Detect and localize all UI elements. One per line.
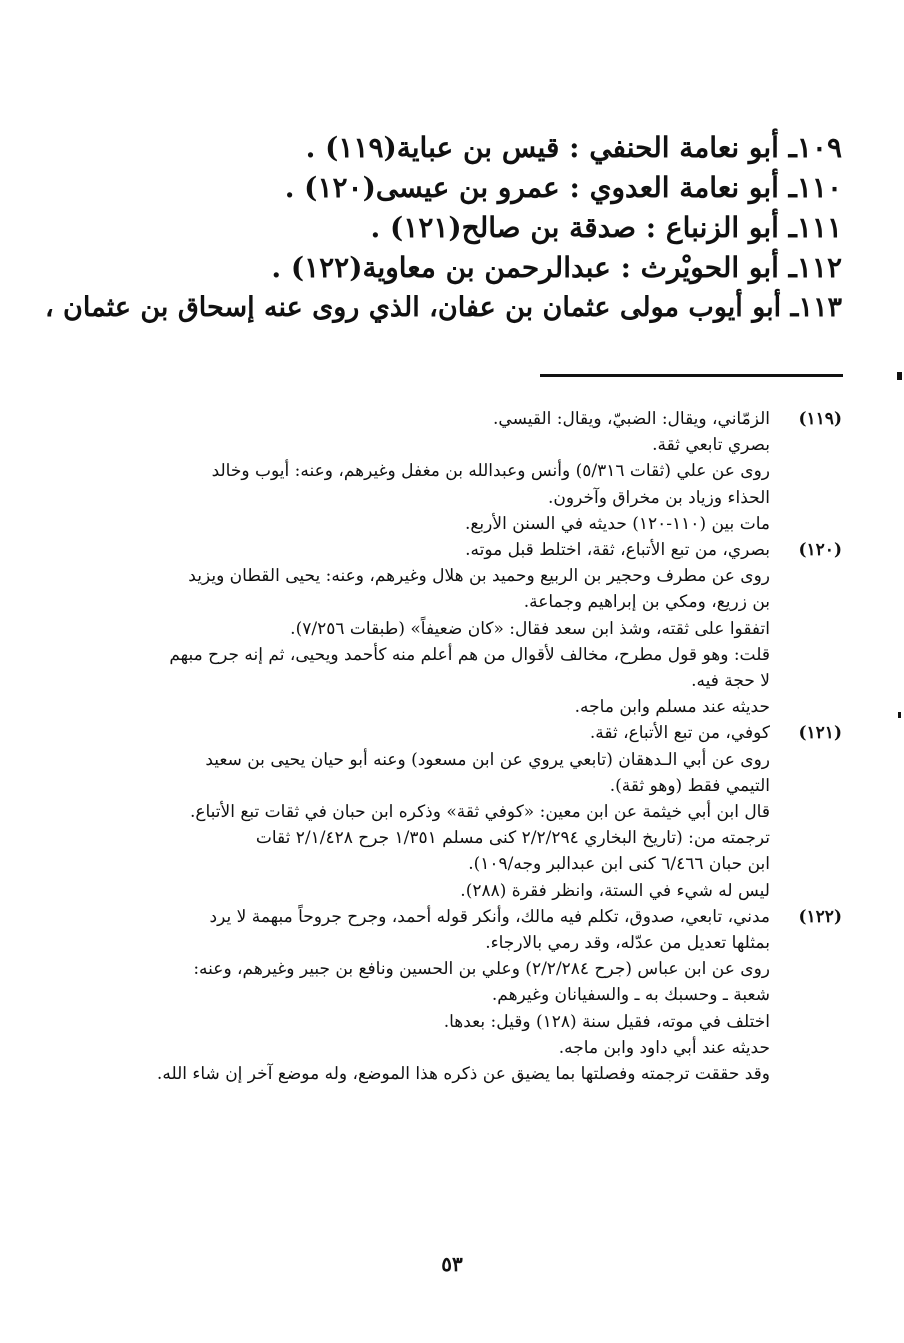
entry-113: ١١٣ـ أبو أيوب مولى عثمان بن عفان، الذي روى عنه إسحاق بن عثمان ، — [44, 292, 842, 323]
footnote-line: شعبة ـ وحسبك به ـ والسفيانان وغيرهم. — [491, 985, 770, 1006]
scan-edge-mark — [897, 372, 902, 380]
footnote-line: روى عن ابن عباس (جرح ٢/٢/٢٨٤) وعلي بن الحسين ونافع بن جبير وغيرهم، وعنه: — [193, 959, 770, 980]
footnote-119 — [62, 406, 842, 537]
page-number: ٥٣ — [441, 1252, 463, 1276]
footnote-line: التيمي فقط (وهو ثقة). — [609, 775, 770, 796]
footnote-line: وقد حققت ترجمته وفصلتها بما يضيق عن ذكره هذا الموضع، وله موضع آخر إن شاء الله. — [156, 1064, 770, 1085]
footnote-line: قال ابن أبي خيثمة عن ابن معين: «كوفي ثقة» وذكره ابن حبان في ثقات تبع الأتباع. — [189, 802, 770, 823]
footnote-line: بصري تابعي ثقة. — [652, 435, 770, 456]
footnote-line: الزمّاني، ويقال: الضبيّ، ويقال: القيسي. — [493, 409, 770, 429]
footnote-121 — [62, 720, 842, 903]
footnote-line: بن زريع، ومكي بن إبراهيم وجماعة. — [523, 592, 770, 613]
footnotes — [62, 406, 842, 1087]
scan-edge-mark — [898, 712, 901, 718]
footnote-line: كوفي، من تبع الأتباع، ثقة. — [589, 723, 770, 744]
footnote-number: (١٢١) — [798, 723, 842, 744]
footnote-line: قلت: وهو قول مطرح، مخالف لأقوال من هم أعلم منه كأحمد ويحيى، ثم إنه جرح مبهم — [169, 644, 770, 665]
footnote-number: (١١٩) — [798, 409, 842, 429]
footnote-separator — [540, 374, 843, 377]
footnote-line: مدني، تابعي، صدوق، تكلم فيه مالك، وأنكر قوله أحمد، وجرح جروحاً مبهمة لا يرد — [209, 906, 770, 927]
footnote-line: روى عن مطرف وحجير بن الربيع وحميد بن هلال وغيرهم، وعنه: يحيى القطان ويزيد — [188, 566, 770, 587]
entry-112: ١١٢ـ أبو الحويْرث : عبدالرحمن بن معاوية(١٢٢) . — [271, 251, 842, 284]
footnote-line: مات بين (١١٠-١٢٠) حديثه في السنن الأربع. — [464, 513, 770, 534]
footnote-line: اتفقوا على ثقته، وشذ ابن سعد فقال: «كان ضعيفاً» (طبقات ٧/٢٥٦). — [290, 618, 770, 639]
footnote-line: ترجمته من: (تاريخ البخاري ٢/٢/٢٩٤ كنى مسلم ١/٣٥١ جرح ٢/١/٤٢٨ ثقات — [255, 828, 770, 849]
footnote-line: ليس له شيء في الستة، وانظر فقرة (٢٨٨). — [460, 880, 770, 901]
footnote-line: بمثلها تعديل من عدّله، وقد رمي بالارجاء. — [485, 933, 770, 954]
entry-109: ١٠٩ـ أبو نعامة الحنفي : قيس بن عباية(١١٩) . — [305, 131, 842, 164]
footnote-number: (١٢٢) — [798, 906, 842, 927]
footnote-120 — [62, 537, 842, 720]
footnote-number: (١٢٠) — [798, 540, 842, 561]
entry-111: ١١١ـ أبو الزنباع : صدقة بن صالح(١٢١) . — [370, 211, 842, 244]
footnote-122 — [62, 904, 842, 1087]
footnote-line: لا حجة فيه. — [691, 671, 770, 692]
footnote-line: ابن حبان ٦/٤٦٦ كنى ابن عبدالبر وجه/١٠٩). — [468, 854, 770, 875]
footnote-line: بصري، من تبع الأتباع، ثقة، اختلط قبل موته. — [465, 540, 770, 561]
footnote-line: حديثه عند مسلم وابن ماجه. — [574, 697, 770, 718]
footnote-line: الحذاء وزياد بن مخراق وآخرون. — [548, 487, 770, 508]
footnote-line: روى عن علي (ثقات ٥/٣١٦) وأنس وعبدالله بن مغفل وغيرهم، وعنه: أيوب وخالد — [211, 461, 770, 482]
footnote-line: روى عن أبي الـدهقان (تابعي يروي عن ابن مسعود) وعنه أبو حيان يحيى بن سعيد — [205, 749, 770, 770]
footnote-line: اختلف في موته، فقيل سنة (١٢٨) وقيل: بعدها. — [443, 1011, 770, 1032]
footnote-line: حديثه عند أبي داود وابن ماجه. — [558, 1037, 770, 1058]
entry-110: ١١٠ـ أبو نعامة العدوي : عمرو بن عيسى(١٢٠) . — [284, 171, 842, 204]
main-entries — [42, 128, 842, 328]
